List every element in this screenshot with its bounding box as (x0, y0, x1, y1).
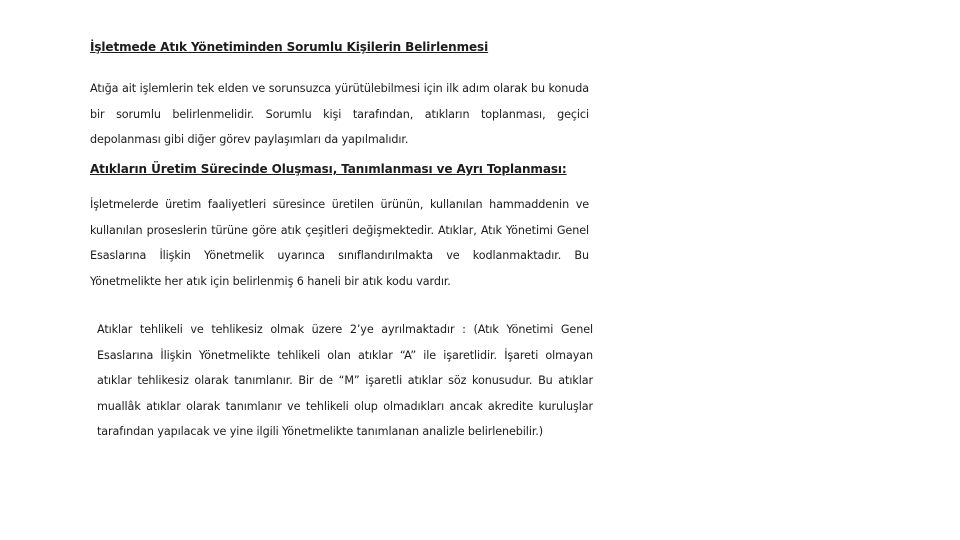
paragraph-waste-types-codes: İşletmelerde üretim faaliyetleri süresince üretilen ürünün, kullanılan hammaddenin ve kullanılan proseslerin türüne göre atık çeşitleri değişmektedir. Atıklar, Atık Yönetimi Genel Esaslarına İlişkin Yönetmelik uyarınca sınıflandırılmakta ve kodlanmaktadır. Bu Yönetmelikte her atık için belirlenmiş 6 haneli bir atık kodu vardır. (90, 198, 589, 288)
heading-waste-generation-identification: Atıkların Üretim Sürecinde Oluşması, Tanımlanması ve Ayrı Toplanması: (90, 162, 567, 176)
paragraph-responsible-person: Atığa ait işlemlerin tek elden ve sorunsuzca yürütülebilmesi için ilk adım olarak bu konuda bir sorumlu belirlenmelidir. Sorumlu kişi tarafından, atıkların toplanması, geçici depolanması gibi diğer görev paylaşımları da yapılmalıdır. (90, 82, 589, 146)
heading-waste-management-responsibility: İşletmede Atık Yönetiminden Sorumlu Kişilerin Belirlenmesi (90, 40, 489, 54)
paragraph-hazardous-classification: Atıklar tehlikeli ve tehlikesiz olmak üzere 2’ye ayrılmaktadır : (Atık Yönetimi Genel Esaslarına İlişkin Yönetmelikte tehlikeli olan atıklar “A” ile işaretlidir. İşareti olmayan atıklar tehlikesiz olarak tanımlanır. Bir de “M” işaretli atıklar söz konusudur. Bu atıklar muallâk atıklar olarak tanımlanır ve tehlikeli olup olmadıkları ancak akredite kuruluşlar tarafından yapılacak ve yine ilgili Yönetmelikte tanımlanan analizle belirlenebilir.) (97, 323, 593, 438)
